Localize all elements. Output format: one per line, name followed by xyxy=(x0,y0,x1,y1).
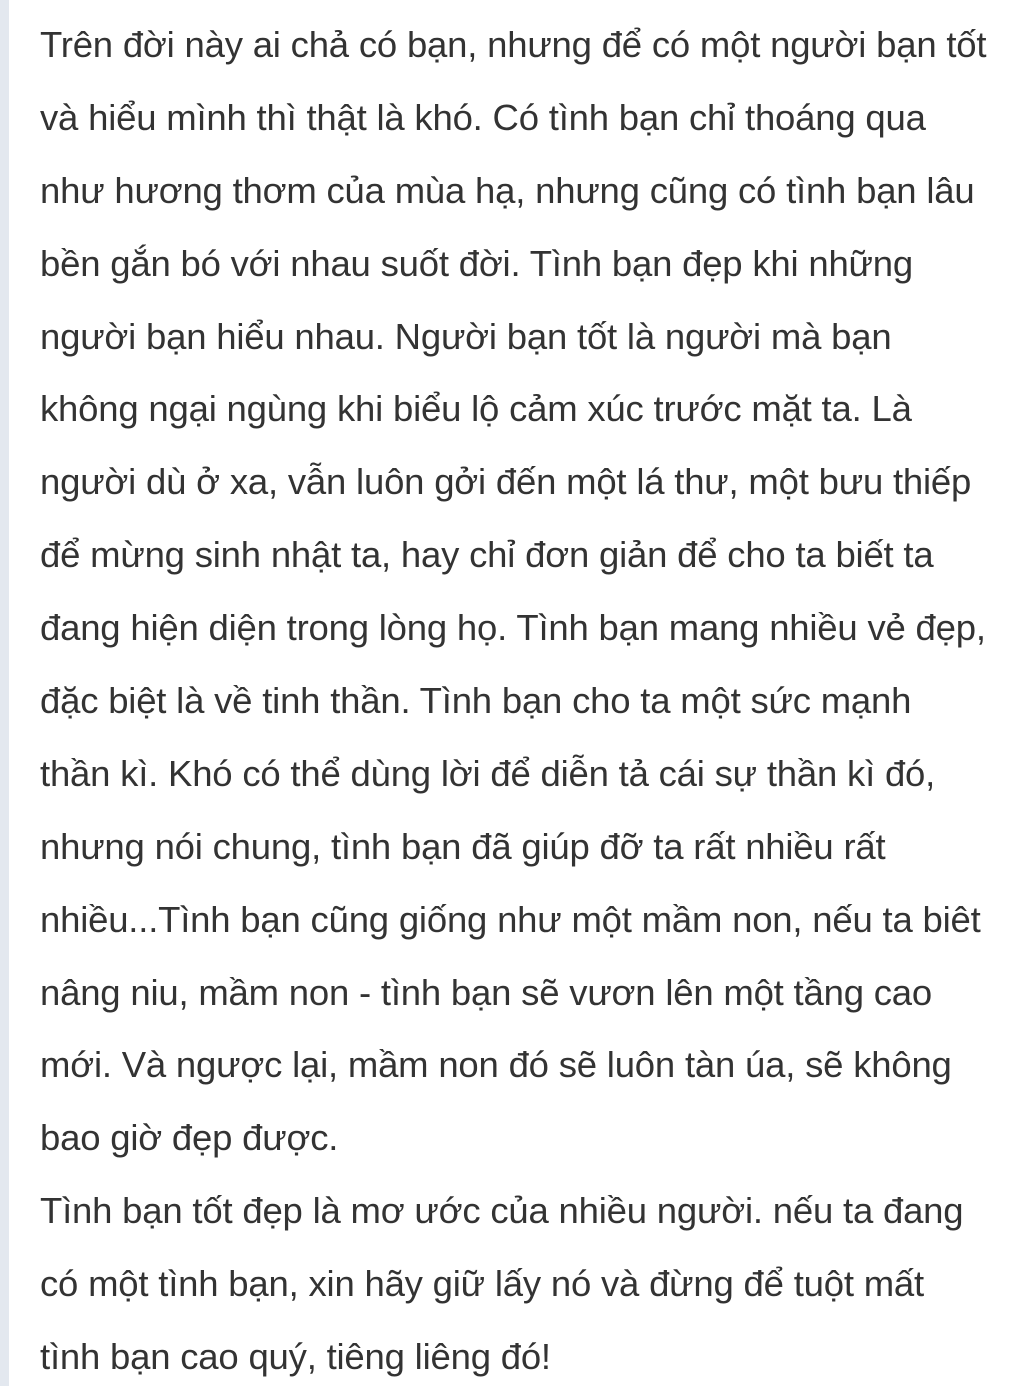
text-line: có một tình bạn, xin hãy giữ lấy nó và đừng để tuột mất xyxy=(40,1263,924,1305)
text-line: không ngại ngùng khi biểu lộ cảm xúc trước mặt ta. Là xyxy=(40,388,912,430)
article-text xyxy=(40,9,1024,1394)
text-line: đang hiện diện trong lòng họ. Tình bạn mang nhiều vẻ đẹp, xyxy=(40,607,986,649)
text-line: nhiều...Tình bạn cũng giống như một mầm non, nếu ta biêt xyxy=(40,898,981,940)
text-line: nhưng nói chung, tình bạn đã giúp đỡ ta rất nhiều rất xyxy=(40,825,886,867)
text-line: bền gắn bó với nhau suốt đời. Tình bạn đẹp khi những xyxy=(40,242,913,284)
text-line: mới. Và ngược lại, mầm non đó sẽ luôn tàn úa, sẽ không xyxy=(40,1044,952,1086)
text-line: và hiểu mình thì thật là khó. Có tình bạn chỉ thoáng qua xyxy=(40,96,926,138)
text-line: Tình bạn tốt đẹp là mơ ước của nhiều người. nếu ta đang xyxy=(40,1190,964,1232)
text-line: thần kì. Khó có thể dùng lời để diễn tả cái sự thần kì đó, xyxy=(40,752,936,794)
text-line: đặc biệt là về tinh thần. Tình bạn cho ta một sức mạnh xyxy=(40,680,912,722)
text-line: như hương thơm của mùa hạ, nhưng cũng có tình bạn lâu xyxy=(40,169,975,211)
paragraph-2 xyxy=(40,1175,1024,1394)
text-line: người bạn hiểu nhau. Người bạn tốt là người mà bạn xyxy=(40,315,892,357)
paragraph-1 xyxy=(40,9,1024,1175)
text-line: để mừng sinh nhật ta, hay chỉ đơn giản để cho ta biết ta xyxy=(40,534,934,576)
left-border-rule xyxy=(0,0,9,1386)
text-line: người dù ở xa, vẫn luôn gởi đến một lá thư, một bưu thiếp xyxy=(40,461,972,503)
text-line: bao giờ đẹp được. xyxy=(40,1117,339,1159)
text-line: nâng niu, mầm non - tình bạn sẽ vươn lên một tầng cao xyxy=(40,971,932,1013)
text-line: tình bạn cao quý, tiêng liêng đó! xyxy=(40,1336,551,1378)
text-line: Trên đời này ai chả có bạn, nhưng để có một người bạn tốt xyxy=(40,24,987,65)
